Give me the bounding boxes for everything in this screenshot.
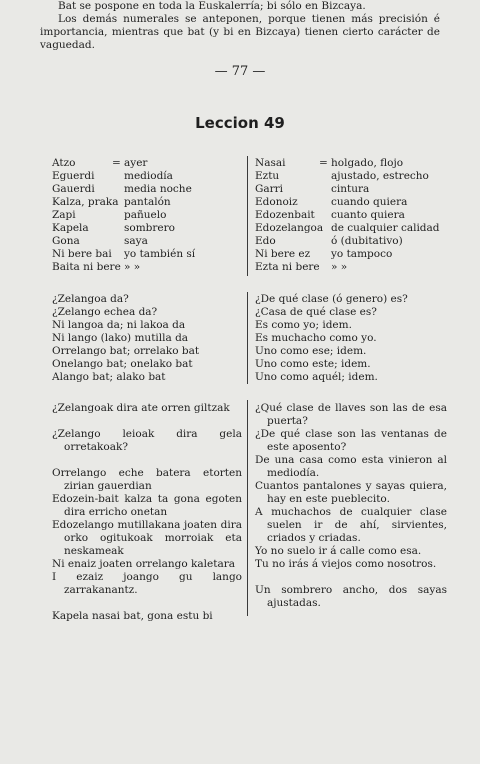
vocab-right bbox=[255, 157, 447, 274]
basque-word: Zapi bbox=[52, 209, 76, 221]
spanish-gloss: » » bbox=[124, 261, 141, 273]
phrase-line: Orrelango eche batera etorten zirian gauerdian bbox=[52, 467, 242, 492]
phrase-line: A muchachos de cualquier clase suelen ir de ahí, sirvientes, criados y criadas. bbox=[255, 506, 447, 544]
equals-sign bbox=[112, 209, 124, 222]
vocab-row bbox=[255, 222, 447, 235]
equals-sign bbox=[112, 183, 124, 196]
spanish-gloss: sombrero bbox=[124, 222, 175, 234]
phrase-line: Cuantos pantalones y sayas quiera, hay en este pueblecito. bbox=[255, 480, 447, 505]
basque-word: Nasai bbox=[255, 157, 286, 169]
basque-word: Eguerdi bbox=[52, 170, 95, 182]
spanish-gloss: cuando quiera bbox=[331, 196, 408, 208]
spanish-gloss: yo también sí bbox=[124, 248, 196, 260]
equals-sign bbox=[319, 196, 331, 209]
equals-sign bbox=[112, 235, 124, 248]
vocab-row bbox=[255, 261, 447, 274]
phrase-line: Ni lango (lako) mutilla da bbox=[52, 332, 189, 344]
spanish-gloss: saya bbox=[124, 235, 148, 247]
lesson-title: Leccion 49 bbox=[195, 114, 285, 132]
vocab-row bbox=[52, 235, 242, 248]
vocab-row bbox=[255, 170, 447, 183]
phrase-line: ¿De qué clase (ó genero) es? bbox=[255, 293, 408, 305]
footnote-line-2: Los demás numerales se anteponen, porque tienen más precisión é importancia, mientras que bat (y bi en Bizcaya) tienen cierto carácter de vaguedad. bbox=[40, 13, 440, 51]
basque-word: Baita ni bere bbox=[52, 261, 121, 273]
spanish-gloss: ayer bbox=[124, 157, 148, 169]
footnote-line-1: Bat se pospone en toda la Euskalerría; bi sólo en Bizcaya. bbox=[58, 0, 366, 12]
phrase-line: De una casa como esta vinieron al mediodía. bbox=[255, 454, 447, 479]
footnote bbox=[40, 0, 440, 52]
phrase-line: ¿De qué clase son las ventanas de este aposento? bbox=[255, 428, 447, 453]
phrase-line: Yo no suelo ir á calle como esa. bbox=[255, 545, 422, 557]
phrase-line: Un sombrero ancho, dos sayas ajustadas. bbox=[255, 584, 447, 609]
spanish-gloss: ajustado, estrecho bbox=[331, 170, 429, 182]
equals-sign bbox=[319, 209, 331, 222]
vocab-row bbox=[255, 235, 447, 248]
equals-sign bbox=[112, 222, 124, 235]
vocab-row bbox=[255, 209, 447, 222]
vocab-row bbox=[52, 170, 242, 183]
vocab-row bbox=[52, 248, 242, 261]
equals-sign bbox=[112, 170, 124, 183]
phrase-line: Uno como aquél; idem. bbox=[255, 371, 378, 383]
phrase-line: Uno como este; idem. bbox=[255, 358, 371, 370]
basque-word: Ezta ni bere bbox=[255, 261, 320, 273]
basque-word: Eztu bbox=[255, 170, 280, 182]
spanish-gloss: media noche bbox=[124, 183, 192, 195]
spanish-gloss: pañuelo bbox=[124, 209, 167, 221]
basque-word: Edonoiz bbox=[255, 196, 298, 208]
equals-sign bbox=[319, 248, 331, 261]
vocab-row bbox=[52, 261, 242, 274]
equals-sign bbox=[112, 261, 124, 274]
vocab-row bbox=[255, 183, 447, 196]
phrase-line: Es como yo; idem. bbox=[255, 319, 352, 331]
blank-line bbox=[255, 571, 447, 584]
page-number: — 77 — bbox=[214, 64, 266, 79]
phrase-line: ¿Qué clase de llaves son las de esa puerta? bbox=[255, 402, 447, 427]
column-divider bbox=[247, 400, 248, 616]
basque-word: Atzo bbox=[52, 157, 76, 169]
vocab-row bbox=[255, 196, 447, 209]
phrase-line: Edozelango mutillakana joaten dira orko ogitukoak morroiak eta neskameak bbox=[52, 519, 242, 557]
blank-line bbox=[52, 597, 242, 610]
spanish-gloss: yo tampoco bbox=[331, 248, 393, 260]
phrase-line: ¿Zelangoa da? bbox=[52, 293, 129, 305]
phrase-line: Alango bat; alako bat bbox=[52, 371, 166, 383]
equals-sign: = bbox=[319, 157, 328, 169]
basque-word: Gona bbox=[52, 235, 80, 247]
vocab-row bbox=[52, 222, 242, 235]
spanish-gloss: mediodía bbox=[124, 170, 173, 182]
phrase-line: Onelango bat; onelako bat bbox=[52, 358, 193, 370]
phrase-line: ¿Zelango echea da? bbox=[52, 306, 158, 318]
equals-sign bbox=[319, 170, 331, 183]
equals-sign bbox=[319, 222, 331, 235]
basque-word: Edozenbait bbox=[255, 209, 315, 221]
phrases-basque-2 bbox=[52, 402, 242, 623]
phrase-line: ¿Zelangoak dira ate orren giltzak bbox=[52, 402, 230, 414]
spanish-gloss: holgado, flojo bbox=[331, 157, 404, 169]
basque-word: Edozelangoa bbox=[255, 222, 324, 234]
vocab-row bbox=[255, 157, 447, 170]
vocab-left bbox=[52, 157, 242, 274]
blank-line bbox=[52, 454, 242, 467]
phrases-basque-1 bbox=[52, 293, 242, 384]
spanish-gloss: pantalón bbox=[124, 196, 171, 208]
spanish-gloss: cintura bbox=[331, 183, 370, 195]
spanish-gloss: cuanto quiera bbox=[331, 209, 405, 221]
blank-line bbox=[52, 415, 242, 428]
vocab-row bbox=[52, 183, 242, 196]
basque-word: Kalza, praka bbox=[52, 196, 119, 208]
phrase-line: Orrelango bat; orrelako bat bbox=[52, 345, 200, 357]
spanish-gloss: ó (dubitativo) bbox=[331, 235, 403, 247]
equals-sign bbox=[319, 183, 331, 196]
vocab-row bbox=[52, 157, 242, 170]
phrases-spanish-1 bbox=[255, 293, 447, 384]
phrase-line: Ni langoa da; ni lakoa da bbox=[52, 319, 186, 331]
phrases-spanish-2 bbox=[255, 402, 447, 610]
phrase-line: ¿Zelango leioak dira gela orretakoak? bbox=[52, 428, 242, 453]
phrase-line: Edozein-bait kalza ta gona egoten dira erricho onetan bbox=[52, 493, 242, 518]
vocab-row bbox=[52, 196, 242, 209]
equals-sign bbox=[112, 248, 124, 261]
phrase-line: ¿Casa de qué clase es? bbox=[255, 306, 377, 318]
vocab-row bbox=[52, 209, 242, 222]
basque-word: Gauerdi bbox=[52, 183, 95, 195]
phrase-line: Tu no irás á viejos como nosotros. bbox=[255, 558, 437, 570]
basque-word: Ni bere bai bbox=[52, 248, 112, 260]
equals-sign bbox=[112, 196, 124, 209]
phrase-line: Es muchacho como yo. bbox=[255, 332, 377, 344]
vocab-row bbox=[255, 248, 447, 261]
equals-sign bbox=[319, 261, 331, 274]
phrase-line: Ni enaiz joaten orrelango kaletara bbox=[52, 558, 236, 570]
basque-word: Garri bbox=[255, 183, 284, 195]
equals-sign bbox=[319, 235, 331, 248]
phrase-line: I ezaiz joango gu lango zarrakanantz. bbox=[52, 571, 242, 596]
phrase-line: Kapela nasai bat, gona estu bi bbox=[52, 610, 213, 622]
equals-sign: = bbox=[112, 157, 121, 169]
spanish-gloss: de cualquier calidad bbox=[331, 222, 440, 234]
spanish-gloss: » » bbox=[331, 261, 348, 273]
basque-word: Kapela bbox=[52, 222, 89, 234]
basque-word: Edo bbox=[255, 235, 276, 247]
basque-word: Ni bere ez bbox=[255, 248, 311, 260]
column-divider bbox=[247, 292, 248, 384]
column-divider bbox=[247, 156, 248, 276]
phrase-line: Uno como ese; idem. bbox=[255, 345, 367, 357]
